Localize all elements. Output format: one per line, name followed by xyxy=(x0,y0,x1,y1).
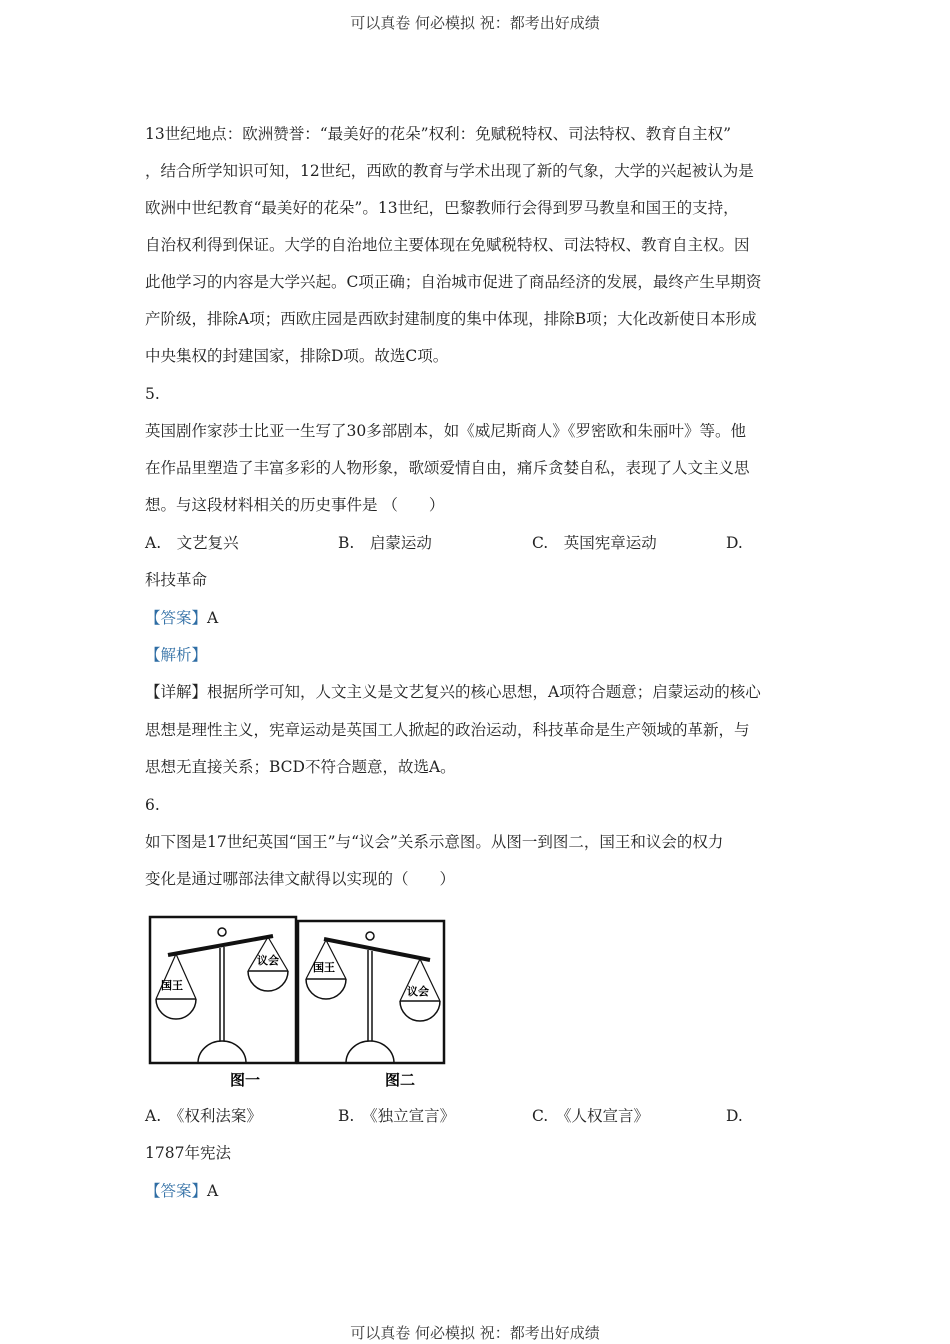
analysis-tag: 【解析】 xyxy=(145,646,208,664)
analysis-line: 中央集权的封建国家，排除D项。故选C项。 xyxy=(145,347,449,365)
parliament-label: 议会 xyxy=(407,985,429,998)
question-number: 6. xyxy=(145,796,160,814)
answer-value: A xyxy=(207,1182,219,1200)
balance-scales-diagram xyxy=(148,915,448,1090)
detail-text: 根据所学可知，人文主义是文艺复兴的核心思想，A项符合题意；启蒙运动的核心 xyxy=(207,683,761,701)
figure-one-panel xyxy=(150,917,296,1063)
option-d-text: 1787年宪法 xyxy=(145,1144,231,1162)
answer-line xyxy=(145,1181,218,1201)
option-d-text: 科技革命 xyxy=(145,571,208,589)
analysis-line: 此他学习的内容是大学兴起。C项正确；自治城市促进了商品经济的发展，最终产生早期资 xyxy=(145,273,762,291)
answer-tag: 【答案】 xyxy=(145,609,208,627)
option-c: C. 《人权宣言》 xyxy=(532,1107,649,1125)
option-a: A. 文艺复兴 xyxy=(145,534,239,552)
option-d: D. xyxy=(726,1107,743,1125)
king-label: 国王 xyxy=(313,961,335,974)
analysis-line: 欧洲中世纪教育“最美好的花朵”。13世纪，巴黎教师行会得到罗马教皇和国王的支持， xyxy=(145,199,739,217)
king-label: 国王 xyxy=(161,979,183,992)
question-stem-line: 在作品里塑造了丰富多彩的人物形象，歌颂爱情自由，痛斥贪婪自私，表现了人文主义思 xyxy=(145,459,750,477)
question-number: 5. xyxy=(145,385,160,403)
balance-figure xyxy=(148,915,448,1094)
answer-line xyxy=(145,608,218,628)
option-c: C. 英国宪章运动 xyxy=(532,534,657,552)
option-d: D. xyxy=(726,534,743,552)
answer-tag: 【答案】 xyxy=(145,1182,208,1200)
caption-figure-one: 图一 xyxy=(230,1071,261,1089)
page-header: 可以真卷 何必模拟 祝：都考出好成绩 xyxy=(350,14,600,32)
parliament-label: 议会 xyxy=(257,954,279,967)
question-stem-line: 变化是通过哪部法律文献得以实现的（ ） xyxy=(145,870,456,888)
page-footer: 可以真卷 何必模拟 祝：都考出好成绩 xyxy=(350,1324,600,1342)
analysis-line: ，结合所学知识可知，12世纪，西欧的教育与学术出现了新的气象，大学的兴起被认为是 xyxy=(145,162,754,180)
question-stem-line: 想。与这段材料相关的历史事件是 （ ） xyxy=(145,496,445,514)
question-stem-line: 英国剧作家莎士比亚一生写了30多部剧本，如《威尼斯商人》《罗密欧和朱丽叶》等。他 xyxy=(145,422,746,440)
detail-line xyxy=(145,682,761,702)
answer-value: A xyxy=(207,609,219,627)
analysis-line: 产阶级，排除A项；西欧庄园是西欧封建制度的集中体现，排除B项；大化改新使日本形成 xyxy=(145,310,757,328)
detail-line: 思想是理性主义，宪章运动是英国工人掀起的政治运动，科技革命是生产领域的革新，与 xyxy=(145,721,750,739)
option-b: B. 启蒙运动 xyxy=(338,534,432,552)
detail-tag: 【详解】 xyxy=(145,683,208,701)
analysis-line: 自治权利得到保证。大学的自治地位主要体现在免赋税特权、司法特权、教育自主权。因 xyxy=(145,236,750,254)
option-a: A. 《权利法案》 xyxy=(145,1107,262,1125)
caption-figure-two: 图二 xyxy=(385,1071,416,1089)
analysis-line: 13世纪地点：欧洲赞誉：“最美好的花朵”权利：免赋税特权、司法特权、教育自主权” xyxy=(145,125,731,143)
question-stem-line: 如下图是17世纪英国“国王”与“议会”关系示意图。从图一到图二，国王和议会的权力 xyxy=(145,833,724,851)
figure-two-panel xyxy=(298,921,444,1063)
detail-line: 思想无直接关系；BCD不符合题意，故选A。 xyxy=(145,758,456,776)
option-b: B. 《独立宣言》 xyxy=(338,1107,456,1125)
